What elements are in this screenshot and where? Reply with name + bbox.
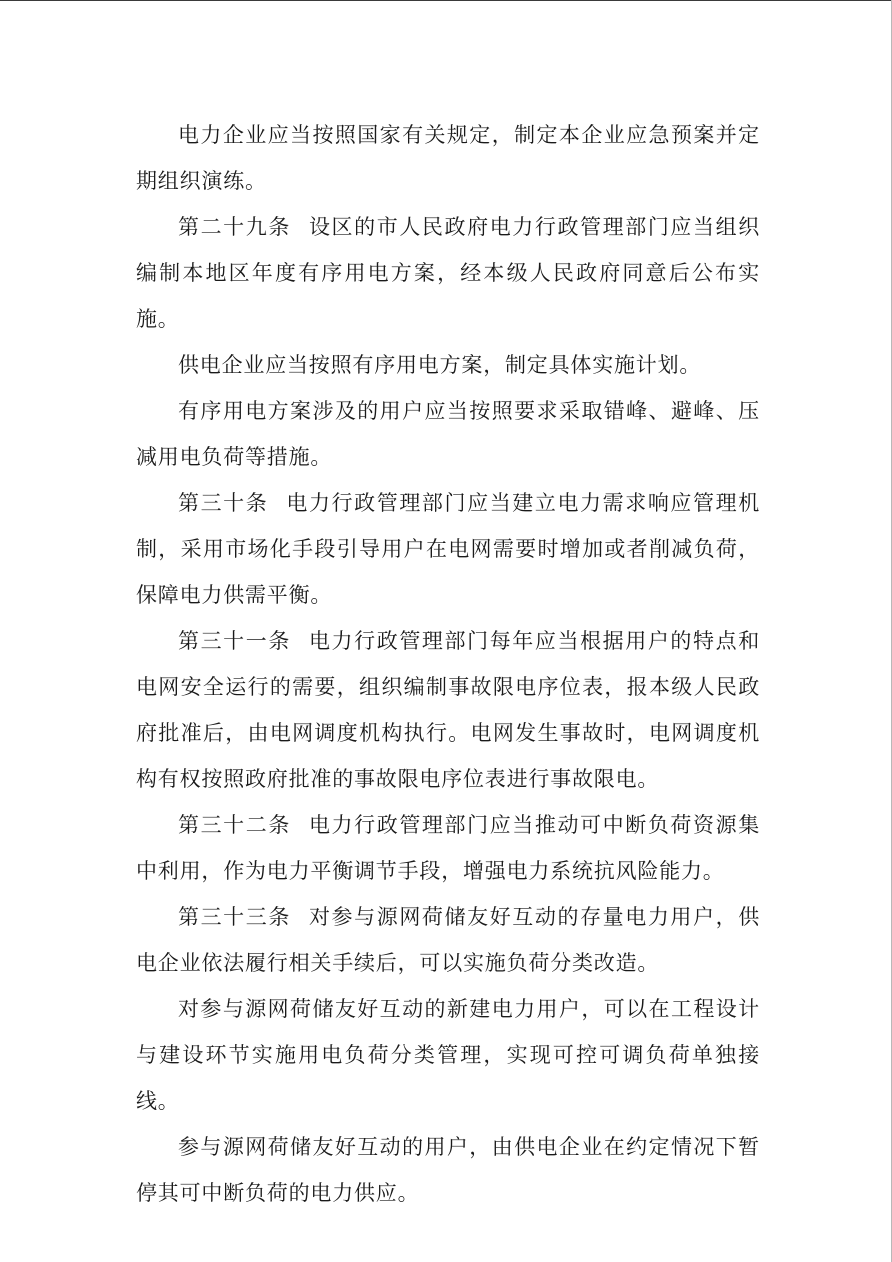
- article-number: 第三十二条: [178, 813, 291, 837]
- article-30-paragraph: [136, 480, 760, 618]
- paragraph-text: 参与源网荷储友好互动的用户，由供电企业在约定情况下暂停其可中断负荷的电力供应。: [136, 1135, 760, 1205]
- paragraph-text: 对参与源网荷储友好互动的存量电力用户，供电企业依法履行相关手续后，可以实施负荷分类改造。: [136, 905, 761, 975]
- top-border-line: [0, 0, 892, 1]
- paragraph-new-users: [136, 986, 760, 1124]
- article-29-paragraph: [136, 204, 760, 342]
- article-31-paragraph: [136, 618, 760, 802]
- paragraph-emergency-plan: [136, 112, 760, 204]
- paragraph-implementation-plan: [136, 342, 760, 388]
- article-32-paragraph: [136, 802, 760, 894]
- article-number: 第三十一条: [178, 629, 291, 653]
- article-number: 第三十条: [178, 491, 269, 515]
- paragraph-interruptible-supply: [136, 1124, 760, 1216]
- article-number: 第三十三条: [178, 905, 291, 929]
- paragraph-text: 设区的市人民政府电力行政管理部门应当组织编制本地区年度有序用电方案，经本级人民政府同意后公布实施。: [136, 215, 761, 331]
- paragraph-text: 电力行政管理部门每年应当根据用户的特点和电网安全运行的需要，组织编制事故限电序位表，报本级人民政府批准后，由电网调度机构执行。电网发生事故时，电网调度机构有权按照政府批准的事故限电序位表进行事故限电。: [136, 629, 761, 791]
- paragraph-text: 供电企业应当按照有序用电方案，制定具体实施计划。: [178, 353, 702, 377]
- document-body: [136, 112, 760, 1216]
- paragraph-text: 电力行政管理部门应当建立电力需求响应管理机制，采用市场化手段引导用户在电网需要时增加或者削减负荷，保障电力供需平衡。: [136, 491, 760, 607]
- article-33-paragraph: [136, 894, 760, 986]
- paragraph-text: 对参与源网荷储友好互动的新建电力用户，可以在工程设计与建设环节实施用电负荷分类管理，实现可控可调负荷单独接线。: [136, 997, 760, 1113]
- paragraph-text: 电力企业应当按照国家有关规定，制定本企业应急预案并定期组织演练。: [136, 123, 760, 193]
- paragraph-text: 有序用电方案涉及的用户应当按照要求采取错峰、避峰、压减用电负荷等措施。: [136, 399, 760, 469]
- paragraph-user-measures: [136, 388, 760, 480]
- article-number: 第二十九条: [178, 215, 291, 239]
- paragraph-text: 电力行政管理部门应当推动可中断负荷资源集中利用，作为电力平衡调节手段，增强电力系统抗风险能力。: [136, 813, 761, 883]
